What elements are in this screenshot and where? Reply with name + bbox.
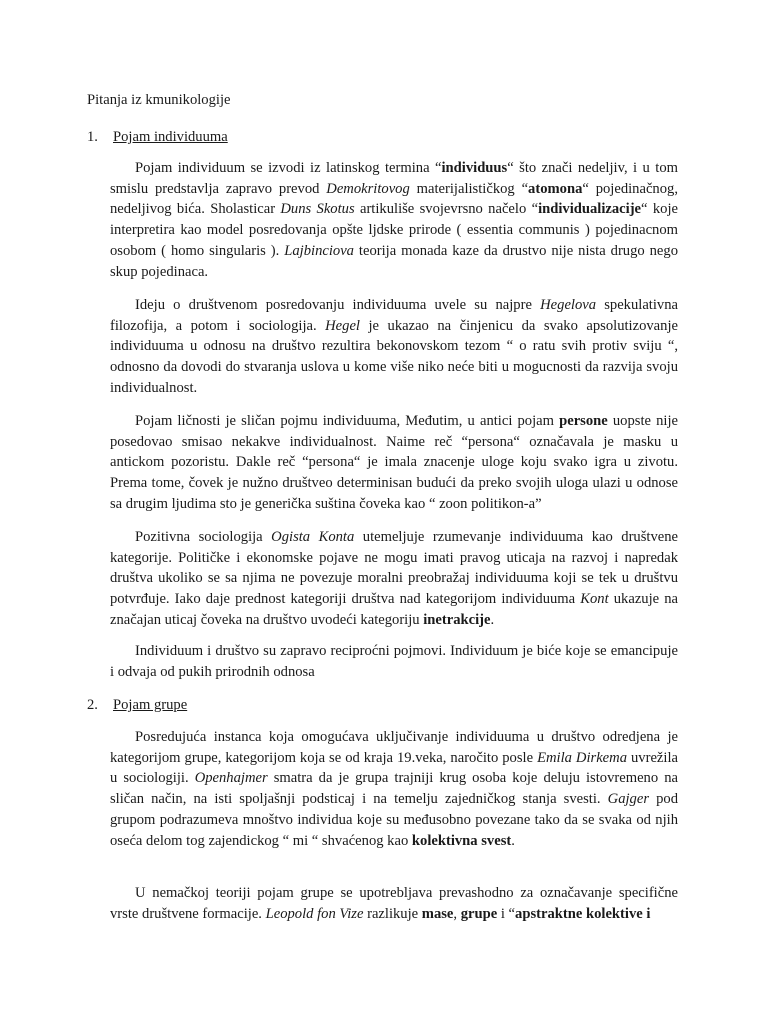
paragraph: [110, 527, 678, 631]
text-run: “ pojedinačnog, nedeljivog bića. Sholasticar: [110, 180, 678, 218]
text-run: Posredujuća instanca koja omogućava uključivanje individuuma u društvo odredjena je kategorijom grupe, kategorijom koja se od kraja 19.veka, naročito posle: [110, 729, 678, 766]
paragraph: [110, 411, 678, 515]
bold-term: mase: [421, 905, 454, 922]
text-run: ukazuje na značajan uticaj čoveka na društvo uvodeći kategoriju: [110, 591, 678, 628]
bold-term: apstraktne kolektive i: [515, 905, 651, 922]
text-run: U nemačkoj teoriji pojam grupe se upotrebljava prevashodno za označavanje specifične vrste društvene formacije.: [110, 885, 678, 922]
text-run: spekulativna filozofija, a potom i sociologija.: [110, 297, 678, 334]
section-title: Pojam individuuma: [113, 129, 228, 145]
italic-term: Hegel: [325, 317, 360, 334]
section-number: 2.: [87, 697, 98, 713]
text-run: Individuum i društvo su zapravo reciproćni pojmovi. Individuum je biće koje se emancipuje i odvaja od pukih prirodnih odnosa: [110, 643, 678, 680]
text-run: smatra da je grupa trajniji krug osoba koje deluju istovremeno na sličan način, na isti spoljašnji podsticaj i na temelju zajedničkog stanja svesti.: [110, 770, 678, 808]
document-title: Pitanja iz kmunikologije: [87, 92, 231, 108]
text-run: razlikuje: [363, 905, 422, 922]
section-heading-1: [87, 129, 228, 146]
text-run: “ koje interpretira kao model posredovanja opšte ljdske prirode ( essentia communis ) pojedinacnom osobom ( homo singularis ).: [110, 201, 678, 259]
bold-term: atomona: [528, 180, 583, 197]
section-title: Pojam grupe: [113, 697, 188, 713]
section-number: 1.: [87, 129, 98, 145]
italic-term: Lajbinciova: [284, 242, 354, 259]
paragraph: [110, 727, 678, 851]
text-run: teorija monada kaze da drustvo nije nista drugo nego skup pojedinaca.: [110, 242, 678, 280]
text-run: artikuliše svojevrsno načelo “: [354, 201, 539, 218]
italic-term: Hegelova: [540, 297, 597, 313]
section-heading-2: [87, 697, 187, 714]
bold-term: grupe: [460, 905, 498, 922]
italic-term: Gajger: [607, 791, 650, 808]
bold-term: individualizacije: [538, 201, 642, 218]
italic-term: Openhajmer: [194, 770, 268, 787]
paragraph: [110, 883, 678, 924]
paragraph: [110, 295, 678, 399]
bold-term: individuus: [441, 160, 508, 176]
bold-term: inetrakcije: [423, 611, 491, 628]
text-run: materijalističkog “: [409, 180, 529, 197]
text-run: uopste nije posedovao smisao nekakve individualnost. Naime reč “persona“ označavala je masku u antickom pozoristu. Dakle reč “persona“ je imala znacenje uloge koju svako igra u zivotu. Prema tome, čovek je nužno društveo determinisan budući da preko svojih uloga ulazi u odnose sa drugim ljudima sto je generička suština čoveka kao “ zoon politikon-a”: [110, 413, 678, 512]
text-run: .: [511, 832, 515, 849]
text-run: .: [490, 611, 495, 628]
paragraph: [110, 158, 678, 282]
text-run: je ukazao na činjenicu da svako apsolutizovanje individuuma u odnosu na društvo rezultira bekonovskom tezom “ o ratu svih protiv sviju “, odnosno da dovodi do stvaranja uslova u kome više niko neće biti u mogucnosti da razvija svoju individualnost.: [110, 317, 678, 396]
paragraph: [110, 641, 678, 682]
text-run: Ideju o društvenom posredovanju individuuma uvele su najpre: [135, 297, 541, 313]
text-run: “ što znači nedeljiv, i u tom smislu predstavlja zapravo prevod: [110, 160, 679, 197]
text-run: pod grupom podrazumeva mnoštvo individua koje su međusobno povezane tako da se svaka od njih oseća delom tog zajendickog “ mi “ shvaćenog kao: [110, 791, 678, 849]
bold-term: persone: [559, 413, 608, 429]
text-run: Pojam ličnosti je sličan pojmu individuuma, Međutim, u antici pojam: [135, 413, 560, 429]
italic-term: Duns Skotus: [280, 201, 355, 218]
italic-term: Demokritovog: [326, 180, 410, 197]
italic-term: Emila Dirkema: [537, 749, 627, 766]
italic-term: Ogista Konta: [271, 529, 355, 545]
text-run: i “: [497, 905, 516, 922]
text-run: Pozitivna sociologija: [135, 529, 272, 545]
italic-term: Leopold fon Vize: [265, 905, 364, 922]
text-run: utemeljuje rzumevanje individuuma kao društvene kategorije. Političke i ekonomske pojave ne mogu imati pravog uticaja na razvoj i napredak društva ukoliko se sa njima ne povezuje moralni preobražaj individuuma koji se tek u društvu potvrđuje. Iako daje prednost kategoriji društva nad kategorijom individuuma: [110, 529, 679, 608]
bold-term: kolektivna svest: [411, 832, 512, 849]
italic-term: Kont: [580, 591, 609, 608]
text-run: uvrežila u sociologiji.: [110, 749, 678, 787]
text-run: ,: [453, 905, 461, 922]
text-run: Pojam individuum se izvodi iz latinskog termina “: [135, 160, 442, 176]
